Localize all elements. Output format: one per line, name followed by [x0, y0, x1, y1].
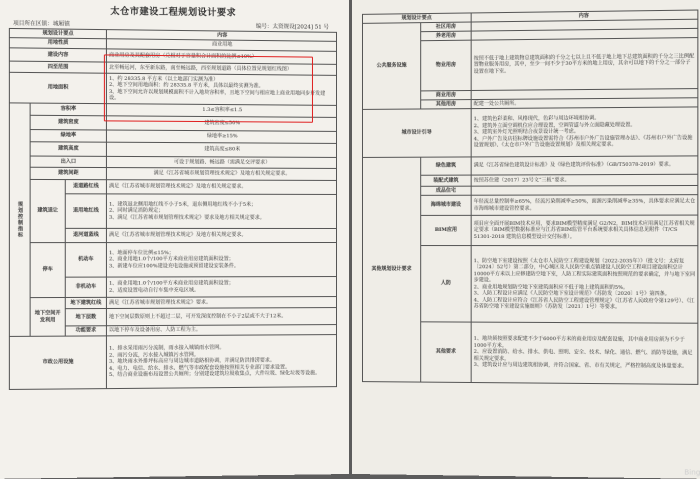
setback-label: 退道路红线	[65, 180, 106, 194]
civil-text: 1、防空地下室建设按照《太仓市人民防空工程建设规划（2022-2035年）》（批文号：太府复〔2024〕52号）第二部分，中心城区及人民防空重点镇建设人民防空工程项目建设面积总计10000平方米以上应修建防空地下室，人防工程实际建筑面积按照规范的要求确定，并与地下室同步建设。 2、商业用地规划防空地下室建筑面积应不低于地上建筑面积的5%。 3、人防工程设计应满足《人民防空地下室设计规范》《苏防发〔2020〕1号》第四条。 4、人防工程设计应符合《江苏省人民防空工程建设管理规定》（江苏省人民政府令第129号）、《江苏省防空地下室建设实施细则》（苏防发〔2021〕1号）等要求。	[471, 246, 698, 324]
setback-label: 退用地红线	[65, 194, 106, 229]
group-label: 地下空间开发利用	[30, 297, 65, 336]
header-cell: 内容	[106, 30, 336, 42]
group-label: 建筑退让	[30, 179, 65, 242]
item-value: 按照苏住建（2017）23号文“三板”要求。	[471, 174, 698, 186]
section-label: 城市设计引导	[362, 109, 471, 158]
parking-value: 1、商业用地1.0个/100平方米商业用房建筑面积设置； 2、适度设置电动自行车集中充电区域。	[106, 277, 336, 298]
control-label: 建筑高度	[30, 142, 106, 157]
public-label: 商业用房	[421, 90, 471, 99]
municipal-text: 1、排水采用雨污分流制，雨水接入城镇雨水管网。 2、雨污分流，污水接入城镇污水管网。 3、地块雨水外排坪标高应与周边城市道路相协调，并满足防洪排涝要求。 4、电力、电信、给水、排水、燃气等市政配套设施按照相关专业部门要求设置。 5、结合商业设施布局设置公共厕所；分别建设建筑垃圾收集点，大件垃圾、绿化垃圾等设施。	[106, 335, 336, 389]
public-label: 养老用房	[421, 31, 471, 41]
parking-label: 非机动车	[65, 277, 106, 297]
control-value: 满足《江苏省城市规划管理技术规定》及地方相关规定要求。	[106, 168, 336, 181]
control-label: 绿地率	[30, 130, 106, 143]
row-value: 北至畅远河，东至新东路，南至畅远路，西至规划道路（具体位置见规划红线图）	[106, 62, 336, 75]
item-label: 装配式建筑	[421, 175, 471, 186]
row-label: 用地面积	[9, 72, 106, 103]
setback-value: 1、建筑退北侧用地红线不小于5米，退东侧用地红线不小于5米； 2、同时满足消防规定； 3、满足《江苏省城市规划管理技术规定》要求及地方相关规定要求。	[106, 194, 336, 229]
row-value: 商业用房及其配套用房（兑相对于容量积合计面积的比例≤10%）	[106, 49, 336, 64]
table-row	[9, 142, 336, 158]
section-label: 其他规划设计要求	[362, 157, 420, 382]
underground-value: 以地下停车及设备用房、人防工程为主。	[106, 325, 336, 336]
table-row	[9, 179, 336, 194]
setback-value: 满足《江苏省城市规划管理技术规定》及地方相关规定要求。	[106, 228, 336, 242]
row-value: 1、约 28335.8 平方米（以土地部门实测为准） 2、地下空间用地面积：约 28335.8 平方米，具体以最终实测为准。 3、地下空间允许以规划规模面积不计入地块容积率，且地下空间与相应地上商业用地同步开发建设。	[106, 73, 336, 105]
row-label: 四至范围	[9, 61, 106, 73]
table-row	[362, 156, 697, 176]
item-value: 满足《江苏省绿色建筑设计标准》及《绿色建筑评价标准》（GB/T50378-2019）要求。	[471, 156, 698, 175]
setback-label: 退河道蓝线	[65, 228, 106, 242]
group-label: 停车	[30, 243, 65, 298]
row-value: 商业用地	[106, 39, 336, 52]
red-highlight-box	[104, 54, 313, 122]
public-label: 社区用房	[421, 22, 471, 32]
table-row	[9, 167, 336, 180]
item-label: 海绵城市建设	[421, 195, 471, 215]
municipal-label: 市政公用设施	[9, 336, 106, 390]
public-value: 按照不低于地上建筑物总建筑面积的千分之七以上且不低于地上地下总建筑面积的千分之三比例配置物业服务用房，其中，至少一间不少于30平方米的地上用房，其余可以地下的千分之一部分子设置在地下室。	[471, 38, 698, 91]
public-label: 物业用房	[421, 40, 471, 91]
control-value: 建筑密度≤50%	[106, 116, 336, 132]
item-value: 项目应全面开展BIM技术应用，要求BIM模型精度满足 G2/N2，BIM技术应用满足江苏省相关规定要求（BIM模型数据标准应与江苏省BIM监管平台系统要求相关具体信息见附件（T/CS 51301-2018 建筑信息模型设计交付标准）。	[471, 215, 698, 246]
setback-value: 满足《江苏省城市规划管理技术规定》及地方相关规定要求。	[106, 180, 336, 195]
table-row	[9, 335, 336, 390]
item-label: BIM应用	[421, 215, 471, 245]
header-cell: 规划设计要点	[362, 13, 471, 23]
header-cell: 内容	[471, 10, 698, 22]
doc-number: 编号：太资规设[2024] 51 号	[255, 23, 330, 31]
underground-label: 功能要求	[65, 326, 106, 336]
control-label: 出入口	[30, 156, 106, 168]
public-value: 配建一处公共厕所。	[471, 98, 698, 109]
table-row	[362, 107, 697, 158]
row-label: 建设内容	[9, 48, 106, 62]
watermark-text: Bing	[684, 468, 700, 477]
underground-label: 地下层数	[65, 308, 106, 325]
control-value: 可设于规划路、畅远路（需满足交评要求）	[106, 156, 336, 168]
side-label: 规划控制指标	[9, 103, 30, 337]
left-page	[0, 0, 349, 479]
underground-value: 地下空间层数原则上不超过二层，可开发深度控制在不小于2层或不大于12米。	[106, 308, 336, 326]
item-label: 其他要求	[421, 322, 471, 383]
control-value: 1.3≤容积率≤1.5	[106, 104, 336, 118]
control-label: 容积率	[30, 103, 106, 116]
row-label: 用地性质	[9, 38, 106, 49]
right-page	[352, 0, 700, 479]
doc-title: 太仓市建设工程规划设计要求	[110, 6, 237, 19]
parking-value: 1、地面停车位比例≤15%； 2、商业用地1.0个/100平方米商业用房建筑面积设置； 3、新建车位应100%建设充电设施或预留建设安装条件。	[106, 243, 336, 278]
item-value: 1、地块须按照要求配建不少于6000平方米的商业用房及配套设施，其中商业用房须为不少于1000平方米。 2、应设置消防、给水、排水、供电、照明、安全、技术、绿化、通信、燃气、消防等设施，满足相关规定要求。 3、建筑设计应与周边建筑相协调，并符合国家、省、市有关规定，严格控制高度及体量要求。	[471, 322, 698, 384]
item-label: 成品住宅	[421, 186, 471, 195]
item-label: 人防	[421, 246, 471, 323]
public-label: 其他用房	[421, 100, 471, 109]
control-value: 绿地率≥15%	[106, 130, 336, 143]
item-value: 年径流总量控制率≥65%，径流污染削减率≥50%，面源污染削减率≥35%，具体要求应满足太仓市海绵城市建设管控要求。	[471, 195, 698, 216]
control-label: 建筑密度	[30, 115, 106, 130]
control-label: 建筑间距	[30, 167, 106, 179]
header-cell: 规划设计要点	[9, 28, 106, 38]
control-value: 建筑高度≤80米	[106, 142, 336, 157]
guide-text: 1、建筑色彩柔和、风格现代，色彩与周边环境相协调。 2、建筑外立面空调机位应合理设置，空调管道与外立面隐藏处理设置。 3、建筑室外灯光照明结合夜景设计统一考虑。 4、户外广告及店招标牌设施设置需符合《苏州市户外广告设施管理办法》、《苏州市户外广告设施设置规划》、《太仓市户外广告设施设置规划》及相关规定要求。	[471, 107, 698, 157]
right-requirements-table	[362, 10, 698, 385]
location-text: 项目所在区镇：城厢镇	[13, 20, 70, 28]
section-label: 公共服务设施	[362, 23, 420, 110]
underground-label: 地下建筑红线	[65, 297, 106, 308]
item-label: 绿色建筑	[421, 157, 471, 175]
table-row	[9, 243, 336, 278]
parking-label: 机动车	[65, 243, 106, 278]
underground-value: 满足《江苏省城市规划管理技术规定》要求。	[106, 297, 336, 309]
